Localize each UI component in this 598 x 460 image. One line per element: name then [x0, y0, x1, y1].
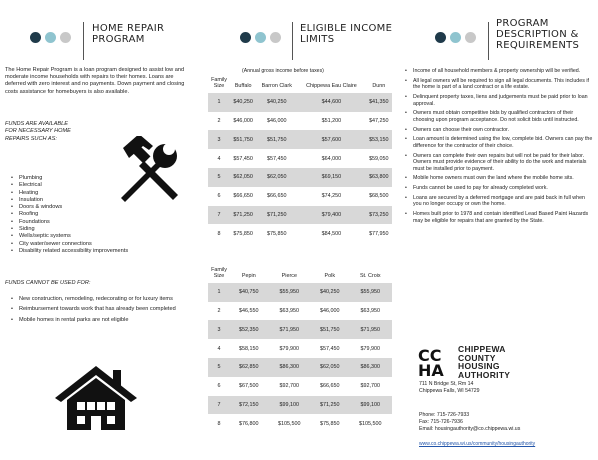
income-cell: $44,600	[297, 93, 365, 112]
income-cell: $57,600	[297, 130, 365, 149]
table-row	[208, 283, 392, 302]
income-cell: $105,500	[278, 420, 301, 427]
title-line: ELIGIBLE INCOME	[300, 23, 393, 34]
website-link[interactable]: www.co.chippewa.wi.us/community/housingauthority	[419, 441, 536, 447]
income-cell: $69,150	[297, 168, 365, 187]
table-row	[208, 224, 392, 243]
housing-authority-logo	[418, 345, 510, 379]
income-cell: $51,750	[256, 130, 297, 149]
column-header: St. Croix	[359, 273, 381, 280]
house-icon	[55, 364, 137, 432]
income-cell: $66,650	[320, 383, 340, 390]
table-row	[208, 377, 392, 396]
dot-dark	[30, 32, 41, 43]
list-item: • Loans are secured by a deferred mortgage and are paid back in full when you no longer occupy or own the home.	[404, 195, 594, 208]
dot-dark	[435, 32, 446, 43]
income-cell: $47,250	[369, 118, 389, 124]
intro-paragraph: The Home Repair Program is a loan program designed to assist low and moderate income households with repairs to their homes. Loans are deferred with zero interest and no payments. Down payment and closing costs assistance for homebuyers is also available.	[5, 67, 185, 95]
panel-home-repair	[0, 0, 200, 460]
dot-teal	[255, 32, 266, 43]
panel-header	[400, 20, 598, 60]
address-line: 711 N Bridge St, Rm 14	[419, 381, 474, 387]
panel-title	[300, 23, 392, 45]
income-cell: $51,750	[230, 130, 256, 149]
income-cell: $62,050	[256, 168, 297, 187]
family-size-cell: 7	[208, 396, 230, 415]
logo-line: CHIPPEWA	[458, 344, 506, 354]
not-used-list	[10, 296, 195, 327]
income-cell: $40,750	[230, 283, 268, 302]
income-cell: $62,850	[230, 358, 268, 377]
logo-line: COUNTY	[458, 352, 496, 363]
income-cell: $57,450	[233, 155, 253, 162]
income-cell: $62,050	[311, 358, 349, 377]
family-size-cell: 5	[208, 168, 230, 187]
list-item: • Mobile homes in rental parks are not eligible	[10, 317, 195, 324]
income-cell: $55,950	[349, 283, 392, 302]
income-cell: $68,500	[369, 193, 389, 200]
table-row	[208, 206, 392, 225]
income-cell: $57,450	[320, 345, 340, 352]
title-line: DESCRIPTION &	[496, 29, 579, 40]
title-line: LIMITS	[300, 34, 335, 45]
funds-heading-line: FOR NECESSARY HOME	[5, 128, 71, 135]
table-header-row	[208, 77, 392, 93]
table-row	[208, 358, 392, 377]
logo-text	[458, 345, 510, 379]
income-cell: $84,500	[321, 230, 342, 237]
income-cell: $63,950	[279, 308, 300, 314]
family-size-cell: 1	[208, 93, 230, 112]
decorative-dots	[435, 32, 476, 43]
column-header: Chippewa Eau Claire	[306, 83, 357, 90]
family-size-cell: 5	[208, 358, 230, 377]
income-cell: $62,050	[230, 168, 256, 187]
family-size-cell: 6	[217, 383, 221, 390]
table-row	[208, 414, 392, 433]
income-cell: $71,250	[311, 396, 349, 415]
table-row	[208, 339, 392, 358]
income-cell: $59,050	[369, 155, 389, 162]
funds-heading-line: REPAIRS SUCH AS:	[5, 135, 57, 142]
table-header-row	[208, 267, 392, 283]
logo-letters-top: CC	[418, 347, 442, 365]
family-size-cell: 4	[217, 155, 221, 162]
panel-title	[496, 18, 579, 51]
income-cell: $79,400	[297, 206, 365, 225]
table-row	[208, 187, 392, 206]
income-cell: $75,850	[233, 230, 253, 237]
list-item: • City water/sewer connections	[10, 241, 195, 248]
income-cell: $67,500	[239, 383, 259, 390]
panel-header	[200, 20, 400, 60]
income-cell: $66,650	[267, 193, 287, 200]
title-line: HOME REPAIR	[92, 23, 165, 34]
family-size-cell: 3	[208, 130, 230, 149]
income-cell: $77,950	[369, 230, 389, 237]
list-item: • Siding	[10, 226, 195, 233]
income-cell: $46,000	[320, 308, 340, 314]
income-cell: $72,150	[230, 396, 268, 415]
list-item: • Loan amount is determined using the low, complete bid. Owners can pay the difference for the contractor of their choice.	[404, 136, 594, 149]
title-line: PROGRAM	[92, 34, 145, 45]
list-item: • Foundations	[10, 219, 195, 226]
funds-heading	[5, 121, 125, 143]
logo-line: HOUSING	[458, 361, 500, 371]
email-link[interactable]: Email: housingauthority@co.chippewa.wi.us	[419, 426, 521, 432]
list-item: • Doors & windows	[10, 204, 195, 211]
panel-title	[92, 23, 164, 45]
income-cell: $92,700	[360, 383, 381, 390]
list-item: • Homes built prior to 1978 and contain identified Lead Based Paint Hazards may be eligible for repairs that are granted by the State.	[404, 211, 594, 224]
contact-info	[419, 412, 520, 433]
column-header: Pepin	[241, 273, 256, 280]
income-cell: $63,950	[360, 308, 381, 314]
list-item: • Reimbursement towards work that has already been completed	[10, 306, 195, 313]
family-size-cell: 4	[217, 345, 221, 352]
table-row	[208, 93, 392, 112]
dot-teal	[450, 32, 461, 43]
list-item: • Electrical	[10, 182, 195, 189]
address-line: Chippewa Falls, WI 54729	[419, 388, 480, 394]
dot-grey	[60, 32, 71, 43]
family-size-cell: 2	[217, 308, 221, 314]
income-cell: $58,150	[239, 345, 259, 352]
income-cell: $46,000	[267, 118, 287, 124]
table-row	[208, 302, 392, 321]
dot-grey	[465, 32, 476, 43]
family-size-cell: 2	[217, 118, 221, 124]
decorative-dots	[240, 32, 281, 43]
family-size-cell: 7	[208, 206, 230, 225]
income-cell: $46,000	[233, 118, 253, 124]
table-row	[208, 396, 392, 415]
income-cell: $79,900	[360, 345, 381, 352]
column-header: Dunn	[372, 83, 386, 90]
income-cell: $71,950	[349, 320, 392, 339]
column-header: Barron Clark	[261, 83, 292, 90]
income-cell: $40,250	[311, 283, 349, 302]
family-size-cell: 8	[217, 420, 221, 427]
family-size-cell: 1	[208, 283, 230, 302]
panel-income-limits	[200, 0, 400, 460]
title-line: PROGRAM	[496, 18, 549, 29]
income-cell: $40,250	[230, 93, 256, 112]
divider	[292, 22, 293, 60]
list-item: • All legal owners will be required to sign all legal documents. This includes if the home is part of a land contract or a life estate.	[404, 78, 594, 91]
family-size-cell: 6	[217, 193, 221, 200]
list-item: • Wells/septic systems	[10, 233, 195, 240]
income-cell: $79,900	[279, 345, 300, 352]
list-item: • Disability related accessibility improvements	[10, 248, 195, 255]
income-cell: $51,200	[321, 118, 342, 124]
income-table-2	[208, 267, 392, 433]
income-cell: $46,550	[239, 308, 259, 314]
column-header: Family Size	[211, 77, 227, 90]
list-item: • Insulation	[10, 197, 195, 204]
list-item: • Owners can complete their own repairs but will not be paid for their labor. Owners must provide evidence of their ability to do the work and materials must be installed prior to payment.	[404, 153, 594, 173]
income-cell: $51,750	[311, 320, 349, 339]
list-item: • Owners must obtain competitive bids by qualified contractors of their choosing upon program acceptance. Do not solicit bids until instructed.	[404, 110, 594, 123]
family-size-cell: 3	[208, 320, 230, 339]
list-item: • Income of all household members & property ownership will be verified.	[404, 68, 594, 75]
not-used-heading: FUNDS CANNOT BE USED FOR:	[5, 280, 91, 286]
income-cell: $99,100	[268, 396, 311, 415]
income-cell: $71,250	[230, 206, 256, 225]
income-cell: $64,000	[321, 155, 342, 162]
list-item: • New construction, remodeling, redecorating or for luxury items	[10, 296, 195, 303]
income-cell: $73,250	[366, 206, 392, 225]
address	[419, 381, 480, 395]
income-subtitle: (Annual gross income before taxes)	[242, 68, 324, 74]
table-row	[208, 130, 392, 149]
list-item: • Funds cannot be used to pay for already completed work.	[404, 185, 594, 192]
income-cell: $75,850	[267, 230, 287, 237]
income-cell: $92,700	[279, 383, 300, 390]
income-cell: $99,100	[349, 396, 392, 415]
requirements-list	[404, 68, 594, 227]
table-row	[208, 149, 392, 168]
income-cell: $75,850	[320, 420, 340, 427]
income-cell: $57,450	[267, 155, 287, 162]
income-cell: $71,950	[268, 320, 311, 339]
income-cell: $41,350	[366, 93, 392, 112]
income-cell: $66,650	[233, 193, 253, 200]
logo-letters-bottom: HA	[418, 361, 444, 377]
income-cell: $40,250	[256, 93, 297, 112]
income-cell: $74,250	[321, 193, 342, 200]
decorative-dots	[30, 32, 71, 43]
list-item: • Roofing	[10, 211, 195, 218]
divider	[83, 22, 84, 60]
income-cell: $105,500	[359, 420, 382, 427]
dot-dark	[240, 32, 251, 43]
income-cell: $86,300	[268, 358, 311, 377]
dot-teal	[45, 32, 56, 43]
table-row	[208, 112, 392, 131]
divider	[488, 22, 489, 60]
income-cell: $86,300	[349, 358, 392, 377]
family-size-cell: 8	[217, 230, 221, 237]
fax: Fax: 715-726-7936	[419, 419, 463, 425]
column-header: Family Size	[211, 267, 227, 280]
income-cell: $53,150	[366, 130, 392, 149]
table-row	[208, 168, 392, 187]
column-header: Buffalo	[234, 83, 252, 90]
table-row	[208, 320, 392, 339]
list-item: • Delinquent property taxes, liens and judgements must be paid prior to loan approval.	[404, 94, 594, 107]
dot-grey	[270, 32, 281, 43]
logo-line: AUTHORITY	[458, 369, 511, 380]
income-cell: $52,350	[230, 320, 268, 339]
panel-header	[0, 20, 200, 60]
income-table-1	[208, 77, 392, 243]
ccha-logo-icon	[418, 347, 454, 377]
income-cell: $63,800	[366, 168, 392, 187]
income-cell: $76,800	[239, 420, 259, 427]
list-item: • Owners can choose their own contractor.	[404, 127, 594, 134]
list-item: • Heating	[10, 190, 195, 197]
funds-heading-line: FUNDS ARE AVAILABLE	[5, 121, 69, 127]
column-header: Pierce	[281, 273, 297, 280]
income-cell: $71,250	[256, 206, 297, 225]
list-item: • Mobile home owners must own the land where the mobile home sits.	[404, 175, 594, 182]
repairs-list	[10, 175, 195, 255]
title-line: REQUIREMENTS	[496, 40, 580, 51]
phone: Phone: 715-726-7933	[419, 412, 470, 418]
list-item: • Plumbing	[10, 175, 195, 182]
column-header: Polk	[324, 273, 336, 280]
income-cell: $55,950	[268, 283, 311, 302]
